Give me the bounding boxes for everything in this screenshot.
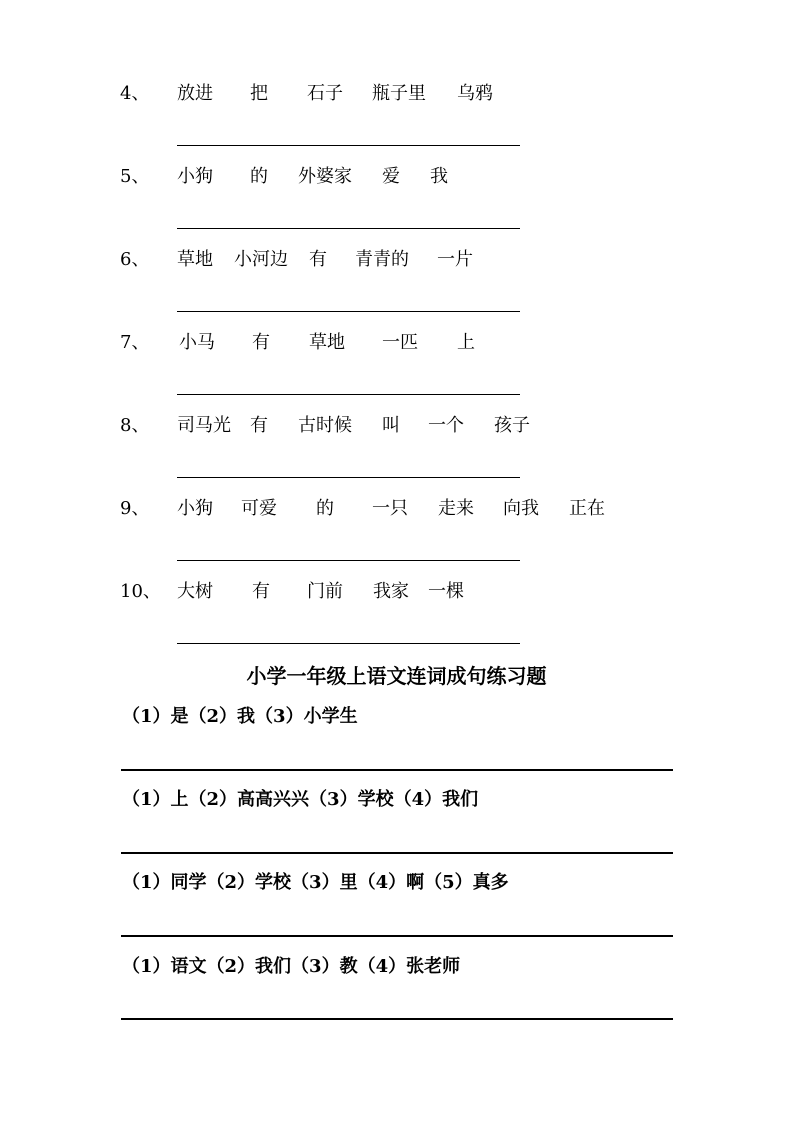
answer-line [177,145,520,146]
exercise-number: 4、 [120,83,150,104]
word: 外婆家 [298,166,352,187]
exercise-item-5 [0,165,793,189]
word: 青青的 [355,249,409,270]
word: 古时候 [298,415,352,436]
answer-rule [121,935,673,937]
exercise-item-9 [0,497,793,521]
question-4: （1）语文（2）我们（3）教（4）张老师 [122,956,461,977]
exercise-item-10 [0,580,793,604]
word: 有 [252,581,270,602]
word: 把 [250,83,268,104]
word: 草地 [177,249,213,270]
word: 门前 [307,581,343,602]
word: 放进 [177,83,213,104]
answer-line [177,643,520,644]
word: 小河边 [234,249,288,270]
word: 一棵 [428,581,464,602]
exercise-item-6 [0,248,793,272]
exercise-number: 7、 [120,332,150,353]
exercise-number: 6、 [120,249,150,270]
exercise-item-4 [0,82,793,106]
question-2: （1）上（2）高高兴兴（3）学校（4）我们 [122,789,479,810]
word: 一个 [428,415,464,436]
exercise-number: 5、 [120,166,150,187]
word: 大树 [177,581,213,602]
answer-rule [121,769,673,771]
answer-rule [121,852,673,854]
section-title: 小学一年级上语文连词成句练习题 [246,664,547,688]
word: 正在 [569,498,605,519]
word: 一匹 [382,332,418,353]
answer-line [177,477,520,478]
answer-line [177,311,520,312]
word: 小马 [179,332,215,353]
word: 的 [316,498,334,519]
word: 上 [457,332,475,353]
question-1: （1）是（2）我（3）小学生 [122,706,358,727]
word: 可爱 [241,498,277,519]
word: 有 [252,332,270,353]
answer-rule [121,1018,673,1020]
word: 的 [250,166,268,187]
word: 爱 [382,166,400,187]
word: 我 [430,166,448,187]
word: 一只 [372,498,408,519]
word: 司马光 [177,415,231,436]
exercise-number: 10、 [120,581,161,602]
word: 向我 [503,498,539,519]
word: 草地 [309,332,345,353]
answer-line [177,394,520,395]
word: 小狗 [177,166,213,187]
word: 孩子 [494,415,530,436]
word: 我家 [373,581,409,602]
word: 有 [250,415,268,436]
answer-line [177,560,520,561]
exercise-item-7 [0,331,793,355]
word: 瓶子里 [372,83,426,104]
word: 有 [309,249,327,270]
exercise-number: 8、 [120,415,150,436]
question-3: （1）同学（2）学校（3）里（4）啊（5）真多 [122,872,509,893]
exercise-number: 9、 [120,498,150,519]
word: 走来 [438,498,474,519]
word: 小狗 [177,498,213,519]
word: 叫 [382,415,400,436]
word: 乌鸦 [457,83,493,104]
word: 石子 [307,83,343,104]
word: 一片 [437,249,473,270]
answer-line [177,228,520,229]
exercise-item-8 [0,414,793,438]
